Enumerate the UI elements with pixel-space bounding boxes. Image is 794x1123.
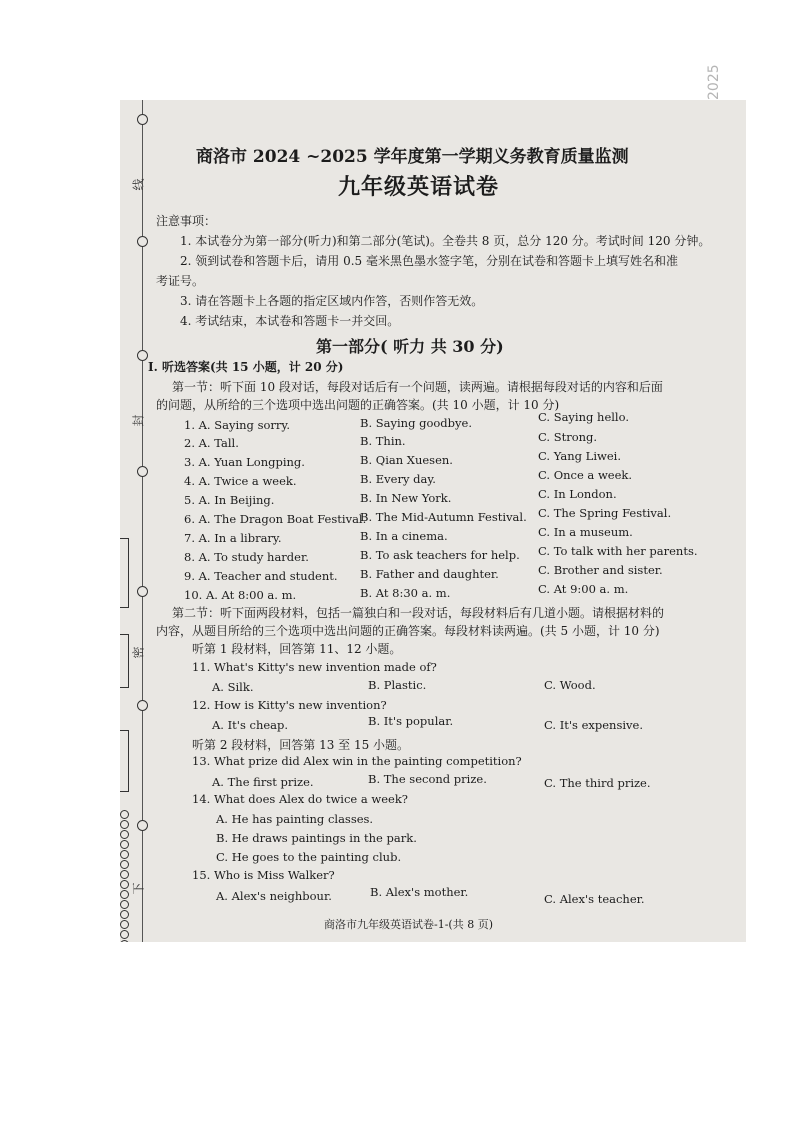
option-c: C. In London. <box>538 487 617 501</box>
margin-label-down: 下 <box>131 882 146 895</box>
option-a: 7. A. In a library. <box>184 531 282 545</box>
exam-page <box>120 100 746 942</box>
exam-subtitle: 九年级英语试卷 <box>338 174 500 200</box>
question-stem: 12. How is Kitty's new invention? <box>192 698 387 712</box>
option-a: 3. A. Yuan Longping. <box>184 455 305 469</box>
section-instruction: 第一节：听下面 10 段对话，每段对话后有一个问题，读两遍。请根据每段对话的内容和后面 <box>172 380 663 394</box>
option-c: C. Alex's teacher. <box>544 892 645 906</box>
option-b: B. Plastic. <box>368 678 427 692</box>
option-b: B. The Mid-Autumn Festival. <box>360 510 527 524</box>
option-c: C. Brother and sister. <box>538 563 663 577</box>
option-b: B. The second prize. <box>368 772 487 786</box>
notice-item: 4. 考试结束，本试卷和答题卡一并交回。 <box>180 314 400 328</box>
section-instruction: 第二节：听下面两段材料，包括一篇独白和一段对话，每段材料后有几道小题。请根据材料的 <box>172 606 665 620</box>
option-c: C. The third prize. <box>544 776 651 790</box>
part-one-title: 第一部分( 听力 共 30 分) <box>316 337 504 356</box>
margin-box <box>120 538 129 608</box>
option-a: 8. A. To study harder. <box>184 550 309 564</box>
option-b: B. Thin. <box>360 434 406 448</box>
option-a: 10. A. At 8:00 a. m. <box>184 588 297 602</box>
margin-box <box>120 634 129 688</box>
option-b: B. Every day. <box>360 472 436 486</box>
section-instruction: 内容，从题目所给的三个选项中选出问题的正确答案。每段材料读两遍。(共 5 小题，计 10 分) <box>156 624 660 638</box>
question-stem: 11. What's Kitty's new invention made of? <box>192 660 437 674</box>
option-a: A. It's cheap. <box>212 718 289 732</box>
margin-label-line: 线 <box>131 178 146 191</box>
notice-item: 考证号。 <box>156 274 205 288</box>
option-b: B. Saying goodbye. <box>360 416 472 430</box>
option-b: B. At 8:30 a. m. <box>360 586 451 600</box>
option-c: C. Once a week. <box>538 468 633 482</box>
option-a: A. The first prize. <box>212 775 314 789</box>
margin-box <box>120 730 129 792</box>
option-b: B. Father and daughter. <box>360 567 499 581</box>
option-a: 2. A. Tall. <box>184 436 239 450</box>
option-b: B. In New York. <box>360 491 452 505</box>
option-c: C. To talk with her parents. <box>538 544 698 558</box>
option-c: C. He goes to the painting club. <box>216 850 402 864</box>
option-c: C. It's expensive. <box>544 718 643 732</box>
question-stem: 13. What prize did Alex win in the painting competition? <box>192 754 522 768</box>
option-a: 4. A. Twice a week. <box>184 474 297 488</box>
page-footer: 商洛市九年级英语试卷-1-(共 8 页) <box>324 918 494 931</box>
option-c: C. The Spring Festival. <box>538 506 672 520</box>
option-c: C. Strong. <box>538 430 598 444</box>
option-c: C. Yang Liwei. <box>538 449 621 463</box>
option-a: 6. A. The Dragon Boat Festival. <box>184 512 367 526</box>
binding-circle <box>137 820 148 831</box>
margin-hole-strip <box>120 810 130 942</box>
binding-circle <box>137 236 148 247</box>
option-b: B. In a cinema. <box>360 529 448 543</box>
binding-circle <box>137 586 148 597</box>
notice-item: 2. 领到试卷和答题卡后，请用 0.5 毫米黑色墨水签字笔，分别在试卷和答题卡上填写姓名和准 <box>180 254 678 268</box>
margin-label-seal: 封 <box>131 414 146 427</box>
exam-title: 商洛市 2024 ~2025 学年度第一学期义务教育质量监测 <box>196 147 629 167</box>
option-a: 9. A. Teacher and student. <box>184 569 338 583</box>
binding-line <box>142 100 143 942</box>
listen-instruction: 听第 1 段材料，回答第 11、12 小题。 <box>192 642 402 656</box>
option-c: C. In a museum. <box>538 525 633 539</box>
option-a: 5. A. In Beijing. <box>184 493 275 507</box>
binding-circle <box>137 114 148 125</box>
option-c: C. Wood. <box>544 678 596 692</box>
option-c: C. At 9:00 a. m. <box>538 582 629 596</box>
binding-circle <box>137 466 148 477</box>
section-instruction: 的问题，从所给的三个选项中选出问题的正确答案。(共 10 小题，计 10 分) <box>156 398 560 412</box>
margin-label-secret: 密 <box>131 646 146 659</box>
option-a: 1. A. Saying sorry. <box>184 418 291 432</box>
listen-instruction: 听第 2 段材料，回答第 13 至 15 小题。 <box>192 738 410 752</box>
option-c: C. Saying hello. <box>538 410 629 424</box>
option-b: B. It's popular. <box>368 714 454 728</box>
option-b: B. To ask teachers for help. <box>360 548 520 562</box>
option-b: B. Qian Xuesen. <box>360 453 453 467</box>
binding-circle <box>137 350 148 361</box>
section-title: Ⅰ. 听选答案(共 15 小题，计 20 分) <box>148 360 344 374</box>
option-b: B. He draws paintings in the park. <box>216 831 417 845</box>
notice-label: 注意事项： <box>156 214 217 228</box>
question-stem: 15. Who is Miss Walker? <box>192 868 335 882</box>
option-a: A. Silk. <box>212 680 254 694</box>
notice-item: 3. 请在答题卡上各题的指定区域内作答，否则作答无效。 <box>180 294 484 308</box>
option-b: B. Alex's mother. <box>370 885 469 899</box>
binding-circle <box>137 700 148 711</box>
option-a: A. Alex's neighbour. <box>216 889 332 903</box>
option-a: A. He has painting classes. <box>216 812 374 826</box>
question-stem: 14. What does Alex do twice a week? <box>192 792 408 806</box>
watermark-year: 2025 <box>706 64 722 100</box>
notice-item: 1. 本试卷分为第一部分(听力)和第二部分(笔试)。全卷共 8 页，总分 120 分。考试时间 120 分钟。 <box>180 234 711 248</box>
